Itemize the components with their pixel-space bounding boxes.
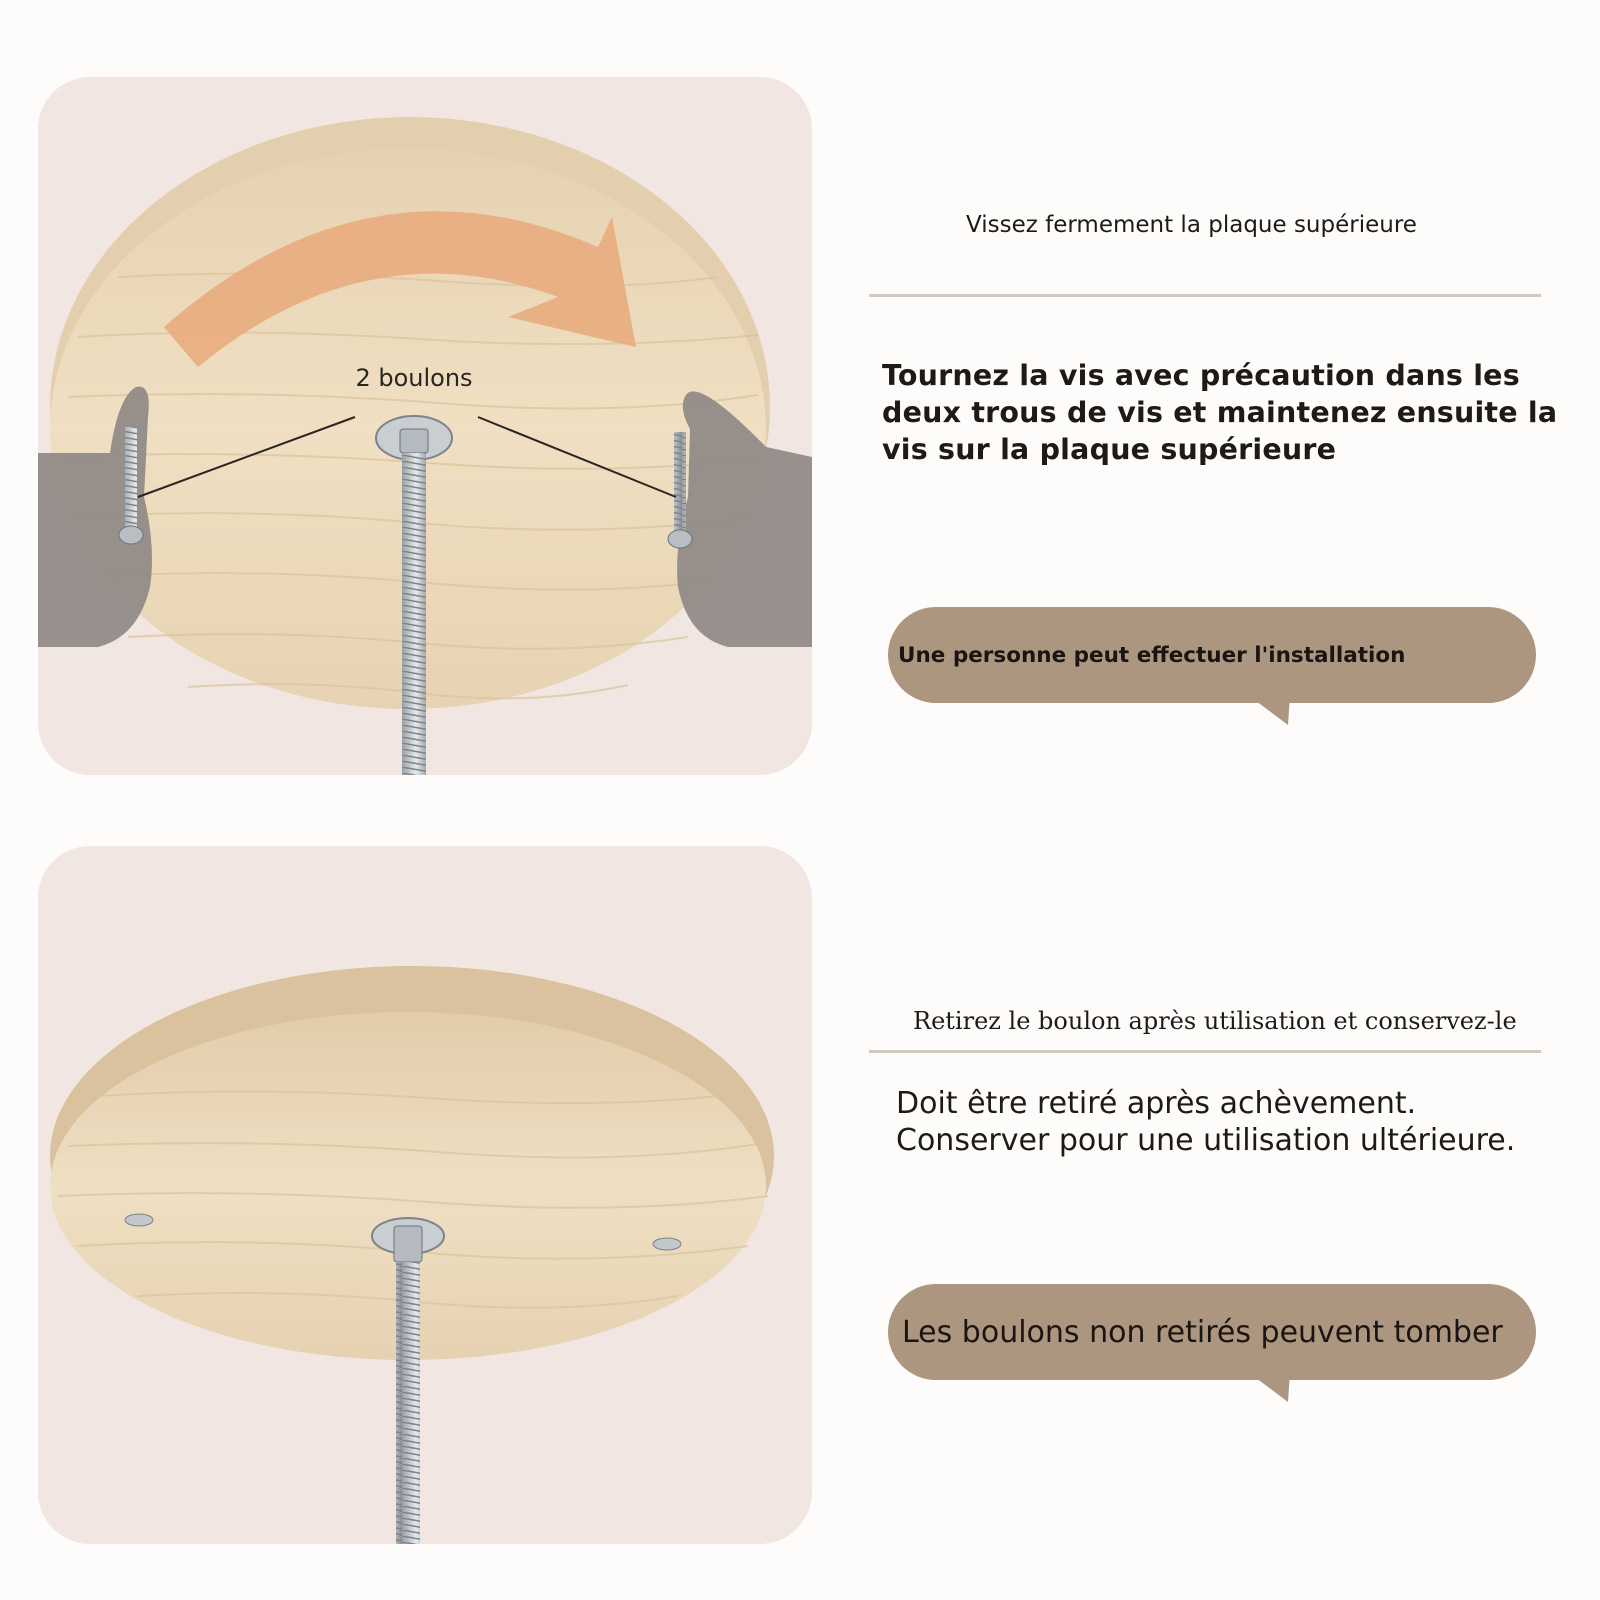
ceiling-plate-illustration-bottom [38,846,812,1544]
ceiling-plate-illustration-top [38,77,812,775]
description-top: Tournez la vis avec précaution dans les deux trous de vis et maintenez ensuite la vis sur la plaque supérieure [882,359,1558,466]
screw-hole-left [125,1214,153,1226]
divider-top [869,294,1541,297]
speech-bubble-bottom [888,1284,1536,1380]
divider-bottom [869,1050,1541,1053]
section-heading-top: Vissez fermement la plaque supérieure [966,212,1417,238]
photo-label: 2 boulons [355,364,473,392]
speech-bubble-tail [1248,695,1298,735]
speech-bubble-tail [1248,1372,1298,1412]
screw-hole-right [653,1238,681,1250]
bubble-text-top: Une personne peut effectuer l'installation [898,642,1406,668]
description-line: Conserver pour une utilisation ultérieure. [896,1123,1516,1158]
section-heading-bottom: Retirez le boulon après utilisation et conservez-le [913,1007,1517,1035]
speech-bubble-top [888,607,1536,703]
bubble-text-bottom: Les boulons non retirés peuvent tomber [902,1314,1503,1350]
photo-panel-top [38,77,812,775]
photo-panel-bottom [38,846,812,1544]
right-hand [677,391,812,647]
description-line: Doit être retiré après achèvement. [896,1086,1417,1121]
description-bottom [896,1085,1576,1159]
